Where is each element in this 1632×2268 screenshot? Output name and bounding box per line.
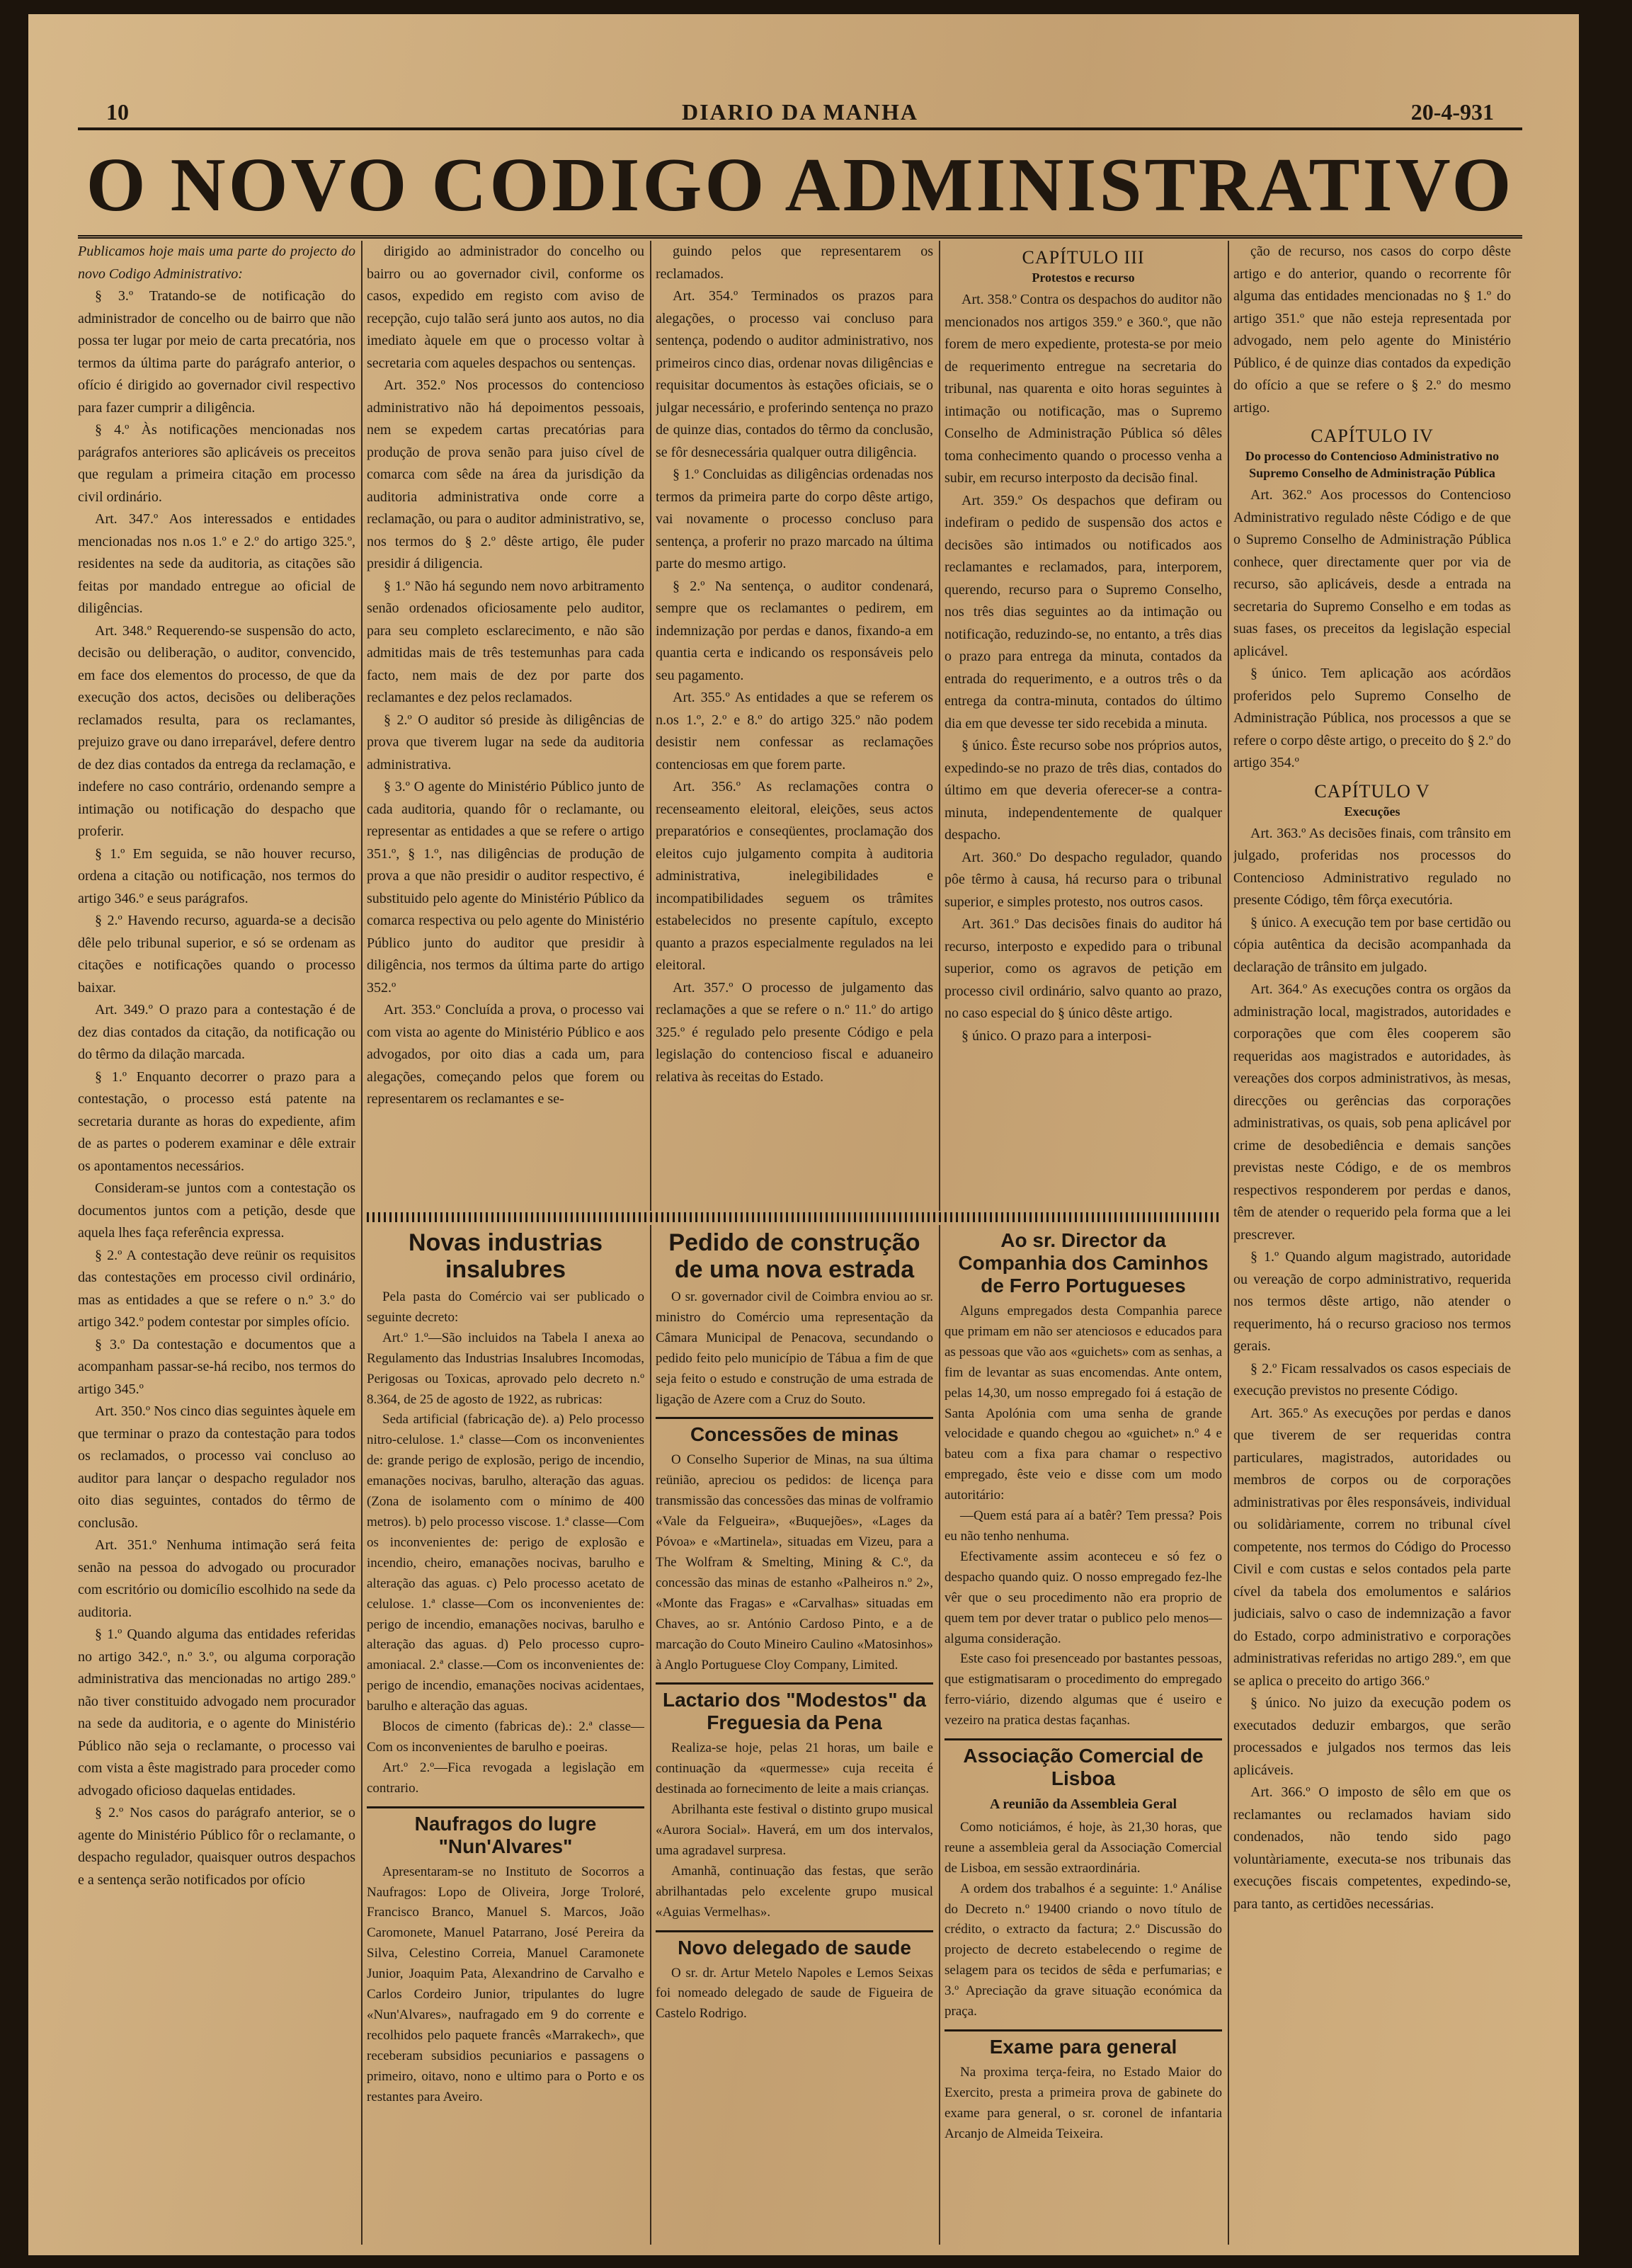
chapter-heading: CAPÍTULO V (1314, 780, 1430, 802)
column-rule (1228, 241, 1229, 2245)
article-paragraph: Art. 347.º Aos interessados e entidades mencionadas nos n.os 1.º e 2.º do artigo 325.º, residentes na sede da auditoria, as citações são feitas por mandado entregue ao oficial de diligências. (78, 511, 355, 616)
article-paragraph: Art. 363.º As decisões finais, com trânsito em julgado, proferidas nos processos do Contencioso Administrativo regulado no presente Código, têm fôrça executória. (1233, 825, 1511, 908)
news-headline: Novo delegado de saude (678, 1936, 911, 1959)
article-intro: Publicamos hoje mais uma parte do projecto do novo Codigo Administrativo: (78, 244, 355, 282)
article-paragraph: Art. 354.º Terminados os prazos para alegações, o processo vai concluso para sentença, podendo o auditor administrativo, nos primeiros cinco dias, ordenar novas diligências e requisitar documentos às estações oficiais, se o julgar necessário, e proferindo sentença no prazo de quinze dias, contados do têrmo da conclusão, se fôr desnecessária qualquer outra diligência. (656, 288, 933, 460)
article-paragraph: § único. Êste recurso sobe nos próprios autos, expedindo-se no prazo de três dias, contados do último em que deveria oferecer-se a contra-minuta, independentemente de qualquer despacho. (945, 738, 1222, 843)
article-paragraph: Art. 359.º Os despachos que defiram ou indefiram o pedido de suspensão dos actos e decisões são intimados ou notificados aos reclamantes e reclamados, para, interporem, querendo, recurso para o Supremo Conselho, nos três dias seguintes ao da intimação ou notificação, reduzindo-se, no entanto, a três dias o prazo para entrega da minuta, contados da entrada do requerimento, e a outros três o da entrega da contra-minuta, contados do último dia em que devesse ter sido recebida a minuta. (945, 492, 1222, 731)
article-paragraph: Art. 348.º Requerendo-se suspensão do acto, decisão ou deliberação, o auditor, convencido, em face dos elementos do processo, de que da execução dos actos, decisões ou deliberações reclamados resulta, para os reclamantes, prejuizo grave ou dano irreparável, defere dentro de dez dias contados da entrega da reclamação, e indefere no caso contrário, ordenando sempre a intimação ou notificação do despacho que proferir. (78, 622, 355, 839)
article-paragraph: Art. 349.º O prazo para a contestação é de dez dias contados da citação, da notificação ou do têrmo da dilação marcada. (78, 1002, 355, 1062)
article-paragraph: § 1.º Quando algum magistrado, autoridade ou vereação de corpo administrativo, requerida nos termos dêste artigo, não atender o requerimento, há o recurso gracioso nos termos gerais. (1233, 1249, 1511, 1354)
news-headline: Novas industrias insalubres (409, 1229, 603, 1283)
news-paragraph: O sr. governador civil de Coimbra enviou ao sr. ministro do Comércio uma representação da Câmara Municipal de Penacova, secundando o pedido feito pelo município de Tábua a fim de que seja feito o estudo e construção de uma estrada de ligação de Azere com a Cruz do Souto. (656, 1289, 933, 1407)
news-headline: Concessões de minas (690, 1423, 899, 1446)
newspaper-page (28, 14, 1579, 2255)
article-divider (656, 1682, 933, 1685)
article-paragraph: § único. Tem aplicação aos acórdãos proferidos pelo Supremo Conselho de Administração Pública, nos processos a que se refere o corpo dêste artigo, o preceito do § 2.º do artigo 354.º (1233, 666, 1511, 770)
article-paragraph: § 1.º Em seguida, se não houver recurso, ordena a citação ou notificação, nos termos do artigo 346.º e seus parágrafos. (78, 845, 355, 906)
article-paragraph: Art. 358.º Contra os despachos do auditor não mencionados nos artigos 359.º e 360.º, que não forem de mero expediente, protesta-se por meio de requerimento entregue na secretaria do tribunal, nas quarenta e oito horas seguintes à intimação ou notificação, mas o Supremo Conselho de Administração Pública só dêles toma conhecimento quando o processo venha a subir, em recurso interposto da decisão final. (945, 292, 1222, 486)
news-headline: Lactario dos "Modestos" da Freguesia da Pena (663, 1689, 926, 1734)
news-headline: Exame para general (989, 2036, 1177, 2058)
article-paragraph: § 2.º Na sentença, o auditor condenará, sempre que os reclamantes o pedirem, em indemnização por perdas e danos, fixando-a em quantia certa e indicando os responsáveis pelo seu pagamento. (656, 578, 933, 683)
news-paragraph: Na proxima terça-feira, no Estado Maior do Exercito, presta a primeira prova de gabinete do exame para general, o sr. coronel de infantaria Arcanjo de Almeida Teixeira. (945, 2065, 1222, 2141)
news-headline: Pedido de construção de uma nova estrada (668, 1229, 920, 1283)
news-headline: Associação Comercial de Lisboa (963, 1745, 1204, 1790)
news-column-3 (945, 1225, 1222, 2245)
article-paragraph: § único. O prazo para a interposi- (961, 1027, 1152, 1044)
news-subheadline: A reunião da Assembleia Geral (989, 1796, 1177, 1813)
news-paragraph: Como noticiámos, é hoje, às 21,30 horas, que reune a assembleia geral da Associação Comercial de Lisboa, em sessão extraordinária. (945, 1819, 1222, 1876)
section-heading: Execuções (1344, 804, 1400, 819)
masthead (78, 85, 1522, 130)
news-paragraph: Blocos de cimento (fabricas de).: 2.ª classe—Com os inconvenientes de barulho e poeiras. (367, 1719, 644, 1755)
article-paragraph: § 3.º Da contestação e documentos que a acompanham passar-se-há recibo, nos termos do artigo 345.º (78, 1336, 355, 1397)
article-paragraph: § 2.º A contestação deve reünir os requisitos das contestações em processo civil ordinário, mas as entidades a que se refere o n.º 3.º do artigo 342.º podem contestar por simples ofício. (78, 1247, 355, 1330)
column-rule (650, 241, 651, 1211)
article-paragraph: Art. 352.º Nos processos do contencioso administrativo não há depoimentos pessoais, nem se expedem cartas precatórias para produção de prova senão para juiso cível de comarca com sêde na área da jurisdição da auditoria administrativa onde corre a reclamação, ou para o auditor administrativo, se, nos termos do § 2.º dêste artigo, êle puder presidir á diligencia. (367, 377, 644, 571)
news-paragraph: Efectivamente assim aconteceu e só fez o despacho quando quiz. O nosso empregado fez-lhe vêr que o seu procedimento não era proprio de quem tem por dever tratar o publico pelo menos—alguma consideração. (945, 1549, 1222, 1646)
article-paragraph: Art. 365.º As execuções por perdas e danos que tiverem de ser requeridas contra particulares, magistrados, autoridades ou membros de corpos ou de corporações administrativas por êles responsáveis, individual ou solidàriamente, correm no tribunal cível competente, nos termos do Código do Processo Civil e com custas e selos contados pela parte cível da tabela dos emolumentos e salários judiciais, salvo o caso de indemnização a favor do Estado, corpo administrativo e corporações administrativas referidas no artigo 289.º, em que se aplica o preceito do artigo 366.º (1233, 1405, 1511, 1689)
section-heading: Protestos e recurso (1032, 270, 1135, 285)
article-paragraph: Art. 353.º Concluída a prova, o processo vai com vista ao agente do Ministério Público e aos advogados, por oito dias a cada um, para alegações, começando pelos que forem ou representarem os reclamantes e se- (367, 1002, 644, 1107)
news-paragraph: O sr. dr. Artur Metelo Napoles e Lemos Seixas foi nomeado delegado de saude de Figueira de Castelo Rodrigo. (656, 1965, 933, 2022)
news-paragraph: Art.º 1.º—São incluidos na Tabela I anexa ao Regulamento das Industrias Insalubres Incomodas, Perigosas ou Toxicas, aprovado pelo decreto n.º 8.364, de 25 de agosto de 1922, as rubricas: (367, 1330, 644, 1407)
article-paragraph: guindo pelos que representarem os reclamados. (656, 244, 933, 282)
news-paragraph: O Conselho Superior de Minas, na sua última reünião, apreciou os pedidos: de licença para transmissão das concessões das minas de volframio «Vale da Felgueira», «Buquejões», «Lages da Póvoa» e «Martinela», situadas em Vizeu, para a The Wolfram & Smelting, Mining & C.º, da concessão das minas de estanho «Palheiros n.º 2», «Monte das Fragas» e «Carvalhas» situadas em Chaves, ao sr. António Cardoso Pinto, e a de marcação do Couto Mineiro Caulino «Matosinhos» à Anglo Portuguese Cloy Company, Limited. (656, 1452, 933, 1672)
article-paragraph: § 3.º O agente do Ministério Público junto de cada auditoria, quando fôr o reclamante, ou representar as entidades a que se refere o artigo 351.º, § 1.º, nas diligências de produção de prova a que não presidir o auditor respectivo, é substituido pelo agente do Ministério Público da comarca respectiva ou pelo agente do Ministério Público junto do auditor que presidir à diligência, nos termos da última parte do artigo 352.º (367, 779, 644, 996)
article-paragraph: Art. 362.º Aos processos do Contencioso Administrativo regulado nêste Código e de que o Supremo Conselho de Administração Pública conhece, quer directamente quer por via de recurso, são aplicáveis, desde a entrada na secretaria do Supremo Conselho e em todas as suas fases, os preceitos da legislação especial aplicável. (1233, 487, 1511, 659)
article-paragraph: § 2.º Nos casos do parágrafo anterior, se o agente do Ministério Público fôr o reclamante, o despacho regulador, quaisquer outros despachos e a sentença serão notificados por ofício (78, 1805, 355, 1888)
chapter-heading: CAPÍTULO IV (1311, 426, 1434, 446)
column-rule (939, 241, 940, 1211)
news-paragraph: Pela pasta do Comércio vai ser publicado o seguinte decreto: (367, 1289, 644, 1325)
section-heading: Do processo do Contencioso Administrativo no Supremo Conselho de Administração Pública (1245, 449, 1500, 480)
column-rule (650, 1225, 651, 2245)
chapter-heading: CAPÍTULO III (1022, 247, 1145, 268)
article-divider (945, 1738, 1222, 1740)
section-separator (367, 1212, 1222, 1222)
news-paragraph: Amanhã, continuação das festas, que serão abrilhantadas pelo excelente grupo musical «Aguias Vermelhas». (656, 1863, 933, 1920)
article-paragraph: Art. 355.º As entidades a que se referem os n.os 1.º, 2.º e 8.º do artigo 325.º não podem desistir nem confessar as reclamações contenciosas em que forem parte. (656, 690, 933, 773)
article-paragraph: dirigido ao administrador do concelho ou bairro ou ao governador civil, conforme os casos, expedido em registo com aviso de recepção, cujo talão será junto aos autos, no dia imediato àquele em que o processo voltar à secretaria com aqueles despachos ou sentenças. (367, 244, 644, 371)
publication-date: 20-4-931 (1410, 99, 1494, 125)
article-column-3 (656, 241, 933, 1211)
article-paragraph: Art. 360.º Do despacho regulador, quando pôe têrmo à causa, há recurso para o tribunal superior, e simples protesto, nos outros casos. (945, 849, 1222, 910)
article-paragraph: § 1.º Não há segundo nem novo arbitramento senão ordenados oficiosamente pelo auditor, para seu completo esclarecimento, e não são admitidas mais de três testemunhas para cada facto, nem mais de dez por parte dos reclamantes e dez pelos reclamados. (367, 578, 644, 705)
article-divider (656, 1930, 933, 1932)
article-column-5 (1233, 241, 1511, 2245)
article-paragraph: § único. A execução tem por base certidão ou cópia autêntica da decisão acompanhada da declaração de trânsito em julgado. (1233, 914, 1511, 975)
news-paragraph: Abrilhanta este festival o distinto grupo musical «Aurora Social». Haverá, em um dos intervalos, uma agradavel surpresa. (656, 1802, 933, 1858)
article-paragraph: § 2.º Ficam ressalvados os casos especiais de execução previstos no presente Código. (1233, 1360, 1511, 1398)
column-rule (939, 1225, 940, 2245)
article-column-4 (945, 241, 1222, 1211)
newspaper-name: DIARIO DA MANHA (682, 99, 918, 125)
article-paragraph: § 2.º Havendo recurso, aguarda-se a decisão dêle pelo tribunal superior, e só se ordenam as citações e notificações quando o processo baixar. (78, 913, 355, 996)
article-paragraph: § 1.º Enquanto decorrer o prazo para a contestação, o processo está patente na secretaria durante as horas do expediente, afim de as partes o poderem examinar e dêle extrair os apontamentos necessários. (78, 1069, 355, 1174)
article-column-1 (78, 241, 355, 2245)
news-column-2 (656, 1225, 933, 2245)
page-number: 10 (106, 99, 129, 125)
news-column-1 (367, 1225, 644, 2245)
article-paragraph: Art. 350.º Nos cinco dias seguintes àquele em que terminar o prazo da contestação para todos os reclamados, o processo vai concluso ao auditor para lançar o despacho regulador nos oito dias seguintes, contados do têrmo de conclusão. (78, 1403, 355, 1531)
article-paragraph: § 1.º Concluidas as diligências ordenadas nos termos da primeira parte do corpo dêste artigo, vai novamente o processo concluso para sentença, a proferir no prazo marcado na última parte do mesmo artigo. (656, 467, 933, 571)
news-paragraph: Alguns empregados desta Companhia parece que primam em não ser atenciosos e educados para as pessoas que vão aos «guichets» com as senhas, a fim de levantar as suas encomendas. Ante ontem, pelas 14,30, um nosso empregado foi á estação de Santa Apolónia com uma senha de grande velocidade e quando chegou ao «guichet» n.º 4 e bateu com a fixa para chamar o respectivo empregado, êste veio e disse com um modo autoritário: (945, 1304, 1222, 1503)
article-paragraph: Art. 361.º Das decisões finais do auditor há recurso, interposto e expedido para o tribunal superior, como os agravos de petição em processo civil ordinário, salvo quanto ao prazo, no caso especial do § único dêste artigo. (945, 916, 1222, 1021)
article-divider (945, 2029, 1222, 2031)
main-headline: O NOVO CODIGO ADMINISTRATIVO (78, 136, 1522, 239)
article-paragraph: Consideram-se juntos com a contestação os documentos juntos com a petição, desde que aquela lhes faça referência expressa. (78, 1180, 355, 1241)
article-column-2 (367, 241, 644, 1211)
article-paragraph: § 1.º Quando alguma das entidades referidas no artigo 342.º, n.º 3.º, ou alguma corporação administrativa das mencionadas no artigo 289.º não tiver constituido advogado nem procurador na sede da auditoria, e o agente do Ministério Público não seja o reclamante, o processo vai com vista a êste magistrado para proceder como advogado oficioso daquelas entidades. (78, 1626, 355, 1799)
article-paragraph: Art. 351.º Nenhuma intimação será feita senão na pessoa do advogado ou procurador com escritório ou domicílio escolhido na sede da auditoria. (78, 1537, 355, 1620)
article-paragraph: § 2.º O auditor só preside às diligências de prova que tiverem lugar na sede da auditoria administrativa. (367, 712, 644, 773)
article-paragraph: § único. No juizo da execução podem os executados deduzir embargos, que serão processados e julgados nos termos das leis aplicáveis. (1233, 1695, 1511, 1778)
article-paragraph: § 3.º Tratando-se de notificação do administrador de concelho ou de bairro que não possa ter lugar por meio de carta precatória, nos termos da última parte do parágrafo anterior, o ofício é dirigido ao governador civil respectivo para fazer cumprir a diligência. (78, 288, 355, 416)
article-paragraph: Art. 356.º As reclamações contra o recenseamento eleitoral, eleições, seus actos preparatórios e conseqüentes, proclamação dos eleitos cujo julgamento compita à auditoria administrativa, inelegibilidades e incompatibilidades seguem os trâmites estabelecidos no presente capítulo, excepto quanto a prazos especialmente regulados na lei eleitoral. (656, 779, 933, 973)
news-paragraph: Seda artificial (fabricação de). a) Pelo processo nitro-celulose. 1.ª classe—Com os inconvenientes de: grande perigo de explosão, perigo de incendio, emanações nocivas, barulho, alteração das aguas. (Zona de isolamento com o mínimo de 400 metros). b) pelo processo viscose. 1.ª classe—Com os inconvenientes de: perigo de explosão e incendio, cheiro, emanações nocivas, barulho e alteração das aguas. c) Pelo processo acetato de celulose. 1.ª classe—Com os inconvenientes de: perigo de incendio, emanações nocivas, barulho e alteração das aguas. d) Pelo processo cupro-amoniacal. 2.ª classe.—Com os inconvenientes de: perigo de incendio, emanações nocivas acidentaes, barulho e alteração das aguas. (367, 1412, 644, 1714)
news-headline: Ao sr. Director da Companhia dos Caminhos de Ferro Portugueses (958, 1229, 1209, 1297)
article-divider (367, 1806, 644, 1808)
news-paragraph: Apresentaram-se no Instituto de Socorros a Naufragos: Lopo de Oliveira, Jorge Troloré, Francisco Branco, Manuel S. Marcos, João Caromonete, Manuel Patarrano, José Pereira da Silva, Celestino Correia, Manuel Caramonete Junior, Joaquim Pata, Alexandrino de Carvalho e Carlos Cordeiro Junior, tripulantes do lugre «Nun'Alvares», naufragado em 9 do corrente e recolhidos pelo paquete francês «Marrakech», que receberam subsidios pecuniarios e passagens o primeiro, oitavo, nono e ultimo para o Porto e os restantes para Aveiro. (367, 1864, 644, 2104)
article-divider (656, 1417, 933, 1419)
news-paragraph: Este caso foi presenceado por bastantes pessoas, que estigmatisaram o procedimento do empregado ferro-viário, dizendo algumas que é useiro e vezeiro na pratica destas façanhas. (945, 1651, 1222, 1728)
news-paragraph: —Quem está para aí a batêr? Tem pressa? Pois eu não tenho nenhuma. (945, 1508, 1222, 1544)
article-paragraph: Art. 366.º O imposto de sêlo em que os reclamantes ou reclamados haviam sido condenados, não tendo sido pago voluntàriamente, executa-se nos tribunais das execuções fiscais competentes, expedindo-se, para tanto, as certidões necessárias. (1233, 1784, 1511, 1912)
news-headline: Naufragos do lugre "Nun'Alvares" (414, 1812, 597, 1857)
article-paragraph: Art. 357.º O processo de julgamento das reclamações a que se refere o n.º 11.º do artigo 325.º é regulado pelo presente Código e pela legislação do contencioso fiscal e aduaneiro relativa às receitas do Estado. (656, 979, 933, 1085)
article-paragraph: ção de recurso, nos casos do corpo dêste artigo e do anterior, quando o recorrente fôr alguma das entidades mencionadas no § 1.º do artigo 351.º que não esteja representada por advogado, nem pelo agente do Ministério Público, é de quinze dias contados da expedição do ofício a que se refere o § 2.º do mesmo artigo. (1233, 244, 1511, 416)
news-paragraph: Art.º 2.º—Fica revogada a legislação em contrario. (367, 1760, 644, 1796)
news-paragraph: A ordem dos trabalhos é a seguinte: 1.º Análise do Decreto n.º 19400 criando o novo título de crédito, o extracto da factura; 2.º Discussão do projecto de decreto estabelecendo o regime de selagem para os tecidos de sêda e perfumarias; e 3.º Apreciação da grave situação económica da praça. (945, 1881, 1222, 2019)
column-rule (361, 241, 363, 2245)
article-paragraph: § 4.º Às notificações mencionadas nos parágrafos anteriores são aplicáveis os preceitos que regulam a primeira citação em processo civil ordinário. (78, 422, 355, 505)
article-paragraph: Art. 364.º As execuções contra os orgãos da administração local, magistrados, autoridades e corporações que com êles cooperem são requeridas aos magistrados e autoridades, às vereações dos corpos administrativos, às mesas, direcções ou gerências das corporações administrativas, os quais, sob pena aplicável por crime de desobediência e demais sanções previstas neste Código, e de os membros respectivos responderem por perdas e danos, têm de atender o requerido pela forma que a lei prescrever. (1233, 981, 1511, 1243)
news-paragraph: Realiza-se hoje, pelas 21 horas, um baile e continuação da «quermesse» cuja receita é destinada ao fornecimento de leite a mais crianças. (656, 1740, 933, 1797)
